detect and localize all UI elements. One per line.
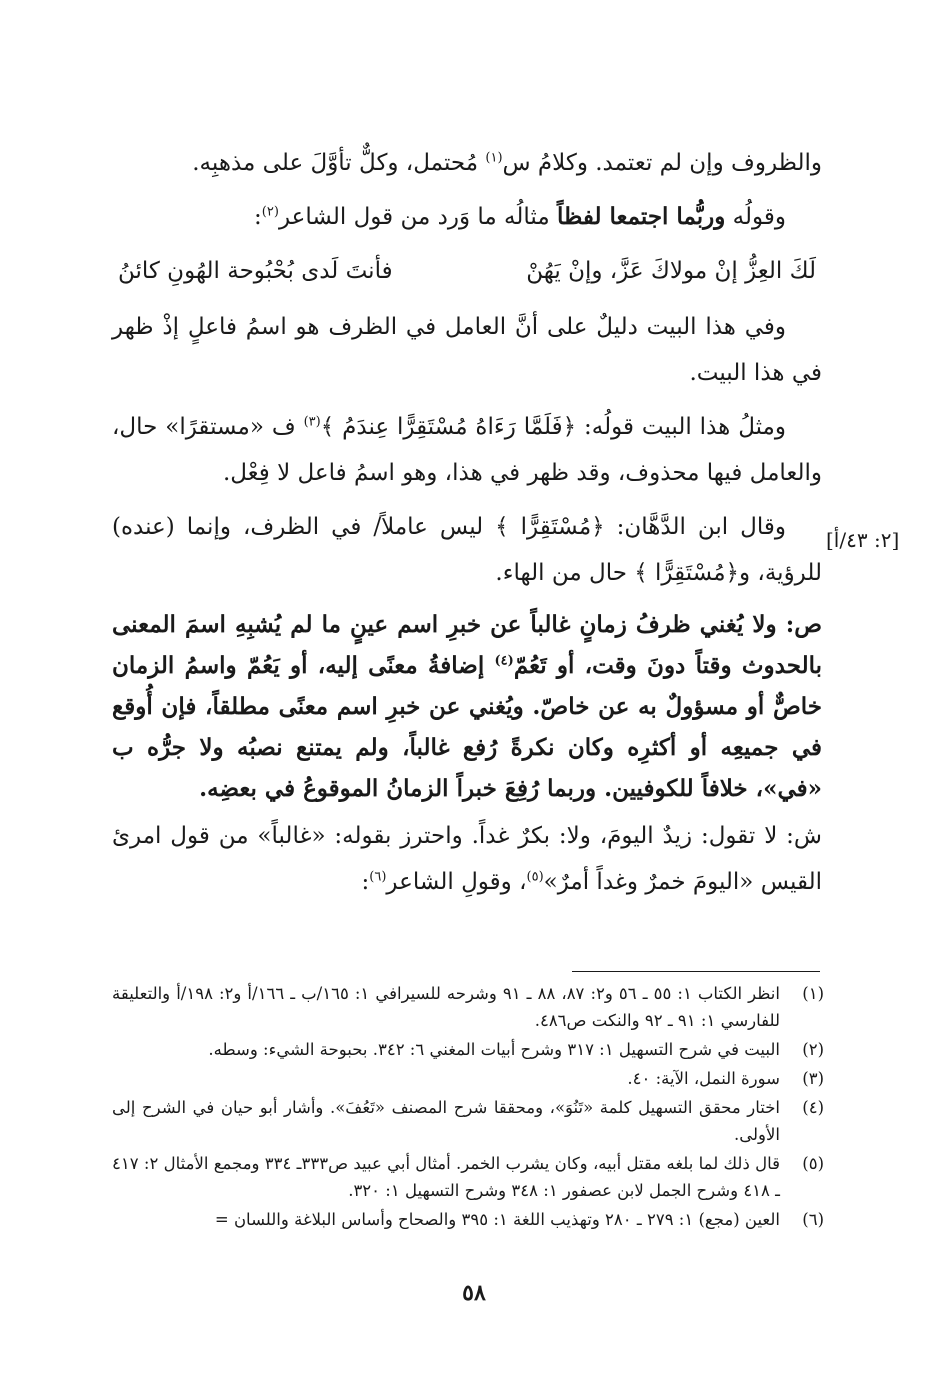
verse-second-hemistich: فأنتَ لَدى بُحْبُوحة الهُونِ كائنُ [118,258,393,284]
footnote-number: (٢) [802,1040,824,1059]
paragraph-4-text-b: ف «مستقرًا» حال، والعامل فيها محذوف، وقد ظهر في هذا، وهو اسمُ فاعل لا فِعْل. [112,414,822,486]
footnote-text: اختار محقق التسهيل كلمة «تَنُوَ»، ومحققا شرح المصنف «تَعُفَ». وأشار أبو حيان في الشرح إلى الأولى. [112,1098,780,1144]
footnote-item [112,1094,824,1148]
footnote-text: العين (مجع) ١: ٢٧٩ ـ ٢٨٠ وتهذيب اللغة ١: ٣٩٥ والصحاح وأساس البلاغة واللسان = [214,1210,780,1229]
poetry-verse [112,248,822,294]
page-number: ٥٨ [462,1280,486,1306]
footnote-text: انظر الكتاب ١: ٥٥ ـ ٥٦ و٢: ٨٧، ٨٨ ـ ٩١ وشرحه للسيرافي ١: ١٦٥/ب ـ ١٦٦/أ و٢: ١٩٨/أ والتعليقة للفارسي ١: ٩١ ـ ٩٢ والنكت ص٤٨٦. [112,984,780,1030]
paragraph-2-bold-quote: وربُّما اجتمعا لفظاً [556,203,726,230]
main-text [112,140,822,913]
paragraph-2 [112,194,822,240]
footnote-item [112,980,824,1034]
verse-first-hemistich: لَكَ العِزُّ إنْ مولاكَ عَزَّ، وإنْ يَهُنْ [526,258,816,284]
matn-text-b: إضافةُ معنًى إليه، أو يَعُمّ واسمُ الزمان خاصٌّ أو مسؤولٌ به عن خاصّ. ويُغني عن خبرِ اسم معنًى مطلقاً، فإن أُوقع في جميعِه أو أكثرِه وكان نكرةً رُفع غالباً، ولم يمتنع نصبُه ولا جرُّه ب «في»، خلافاً للكوفيين. وربما رُفِعَ خبراً الزمانُ الموقوعُ في بعضِه. [112,652,822,802]
paragraph-4-text-a: ومثلُ هذا البيت قولُه: ﴿فَلَمَّا رَءَاهُ مُسْتَقِرًّا عِندَمُ ﴾ [320,414,786,440]
footnote-number: (٤) [802,1098,824,1117]
footnote-number: (٥) [802,1154,824,1173]
paragraph-1-text-a: والظروف وإن لم تعتمد. وكلامُ س [502,150,822,176]
footnote-number: (٦) [802,1210,824,1229]
footnote-separator [572,971,820,972]
paragraph-6-text-c: : [361,869,370,895]
footnote-item [112,1206,824,1233]
paragraph-2-text-b: مثالُه ما وَرد من قول الشاعر [278,204,557,230]
matn-bold-block [112,604,822,809]
footnote-ref-2[interactable]: (٢) [261,204,279,220]
paragraph-4 [112,404,822,496]
footnote-text: البيت في شرح التسهيل ١: ٣١٧ وشرح أبيات المغني ٦: ٣٤٢. بحبوحة الشيء: وسطه. [208,1040,780,1059]
paragraph-3: وفي هذا البيت دليلٌ على أنَّ العامل في الظرف هو اسمُ فاعلٍ إذْ ظهر في هذا البيت. [112,314,822,386]
footnote-ref-3[interactable]: (٣) [303,414,321,430]
paragraph-6 [112,813,822,905]
footnote-ref-1[interactable]: (١) [485,150,503,166]
manuscript-folio-reference: [٢: ٤٣/أ] [826,528,900,552]
paragraph-1-text-b: مُحتمل، وكلٌّ تأوَّلَ على مذهبِه. [192,150,486,176]
paragraph-6-text-a: ش: لا تقول: زيدٌ اليومَ، ولا: بكرٌ غداً. واحترز بقوله: «غالباً» من قول امرئ القيس «اليومَ خمرٌ وغداً أمرٌ» [112,823,822,895]
footnote-text: قال ذلك لما بلغه مقتل أبيه، وكان يشرب الخمر. أمثال أبي عبيد ص٣٣٣ـ ٣٣٤ ومجمع الأمثال ٢: ٤١٧ ـ ٤١٨ وشرح الجمل لابن عصفور ١: ٣٤٨ وشرح التسهيل ١: ٣٢٠. [112,1154,780,1200]
footnote-ref-6[interactable]: (٦) [369,869,387,885]
footnotes [112,980,824,1235]
footnote-ref-5[interactable]: (٥) [526,869,544,885]
footnote-ref-4[interactable]: (٤) [494,653,514,669]
paragraph-2-text-a: وقولُه [725,204,786,230]
matn-text-a: ص: ولا يُغني ظرفُ زمانٍ غالباً عن خبرِ اسم عينٍ ما لم يُشبِهِ اسمَ المعنى بالحدوث وقتاً دونَ وقت، أو تَعُمّ [112,611,822,679]
paragraph-1 [112,140,822,186]
paragraph-2-text-c: : [254,204,262,230]
footnote-item [112,1150,824,1204]
footnote-number: (٣) [802,1069,824,1088]
paragraph-6-text-b: ، وقولِ الشاعر [386,869,527,895]
footnote-item [112,1036,824,1063]
footnote-text: سورة النمل، الآية: ٤٠. [627,1069,780,1088]
footnote-item [112,1065,824,1092]
footnote-number: (١) [802,984,824,1003]
paragraph-5: وقال ابن الدَّهَّان: ﴿مُسْتَقِرًّا ﴾ ليس عاملاً/ في الظرف، وإنما (عنده) للرؤية، و﴿مُسْتَقِرًّا ﴾ حال من الهاء. [112,514,822,586]
